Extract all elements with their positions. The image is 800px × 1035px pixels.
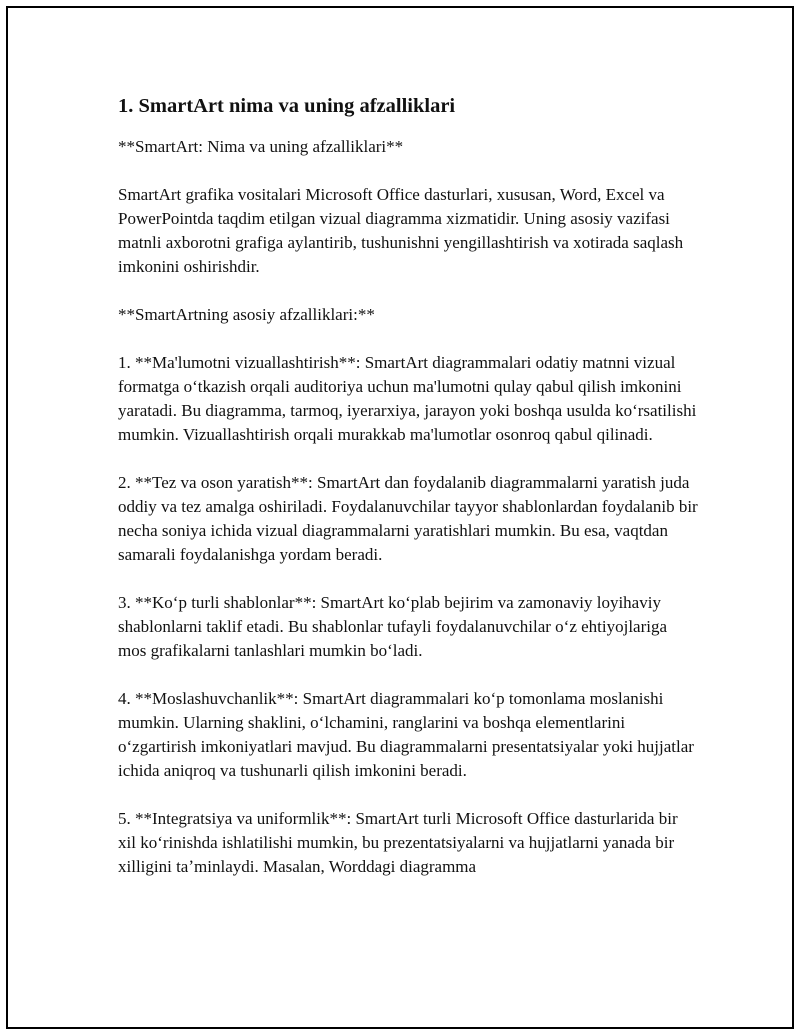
subtitle-paragraph: **SmartArt: Nima va uning afzalliklari** [118, 137, 404, 156]
intro-paragraph: SmartArt grafika vositalari Microsoft Office dasturlari, xususan, Word, Excel va PowerPointda taqdim etilgan vizual diagramma xizmatidir. Uning asosiy vazifasi matnli axborotni grafiga aylantirib, tushunishni yengillashtirish va xotirada saqlash imkonini oshirishdir. [118, 185, 684, 276]
document-body [118, 93, 698, 903]
advantage-4-paragraph: 4. **Moslashuvchanlik**: SmartArt diagrammalari koʻp tomonlama moslanishi mumkin. Ularning shaklini, oʻlchamini, ranglarini va boshqa elementlarini oʻzgartirish imkoniyatlari mavjud. Bu diagrammalarni presentatsiyalar yoki hujjatlar ichida aniqroq va tushunarli qilish imkonini beradi. [118, 689, 694, 780]
advantage-1-paragraph: 1. **Ma'lumotni vizuallashtirish**: SmartArt diagrammalari odatiy matnni vizual formatga oʻtkazish orqali auditoriya uchun ma'lumotni qulay qabul qilish imkonini yaratadi. Bu diagramma, tarmoq, iyerarxiya, jarayon yoki boshqa usulda koʻrsatilishi mumkin. Vizuallashtirish orqali murakkab ma'lumotlar osonroq qabul qilinadi. [118, 353, 697, 444]
advantage-5-paragraph: 5. **Integratsiya va uniformlik**: SmartArt turli Microsoft Office dasturlarida bir xil koʻrinishda ishlatilishi mumkin, bu prezentatsiyalarni va hujjatlarni yanada bir xilligini taʼminlaydi. Masalan, Worddagi diagramma [118, 809, 678, 876]
advantage-3-paragraph: 3. **Koʻp turli shablonlar**: SmartArt koʻplab bejirim va zamonaviy loyihaviy shablonlarni taklif etadi. Bu shablonlar tufayli foydalanuvchilar oʻz ehtiyojlariga mos grafikalarni tanlashlari mumkin boʻladi. [118, 593, 668, 660]
advantage-2-paragraph: 2. **Tez va oson yaratish**: SmartArt dan foydalanib diagrammalarni yaratish juda oddiy va tez amalga oshiriladi. Foydalanuvchilar tayyor shablonlardan foydalanib bir necha soniya ichida vizual diagrammalarni yaratishlari mumkin. Bu esa, vaqtdan samarali foydalanishga yordam beradi. [118, 473, 698, 564]
document-title: 1. SmartArt nima va uning afzalliklari [118, 95, 456, 117]
advantages-heading-paragraph: **SmartArtning asosiy afzalliklari:** [118, 305, 375, 324]
